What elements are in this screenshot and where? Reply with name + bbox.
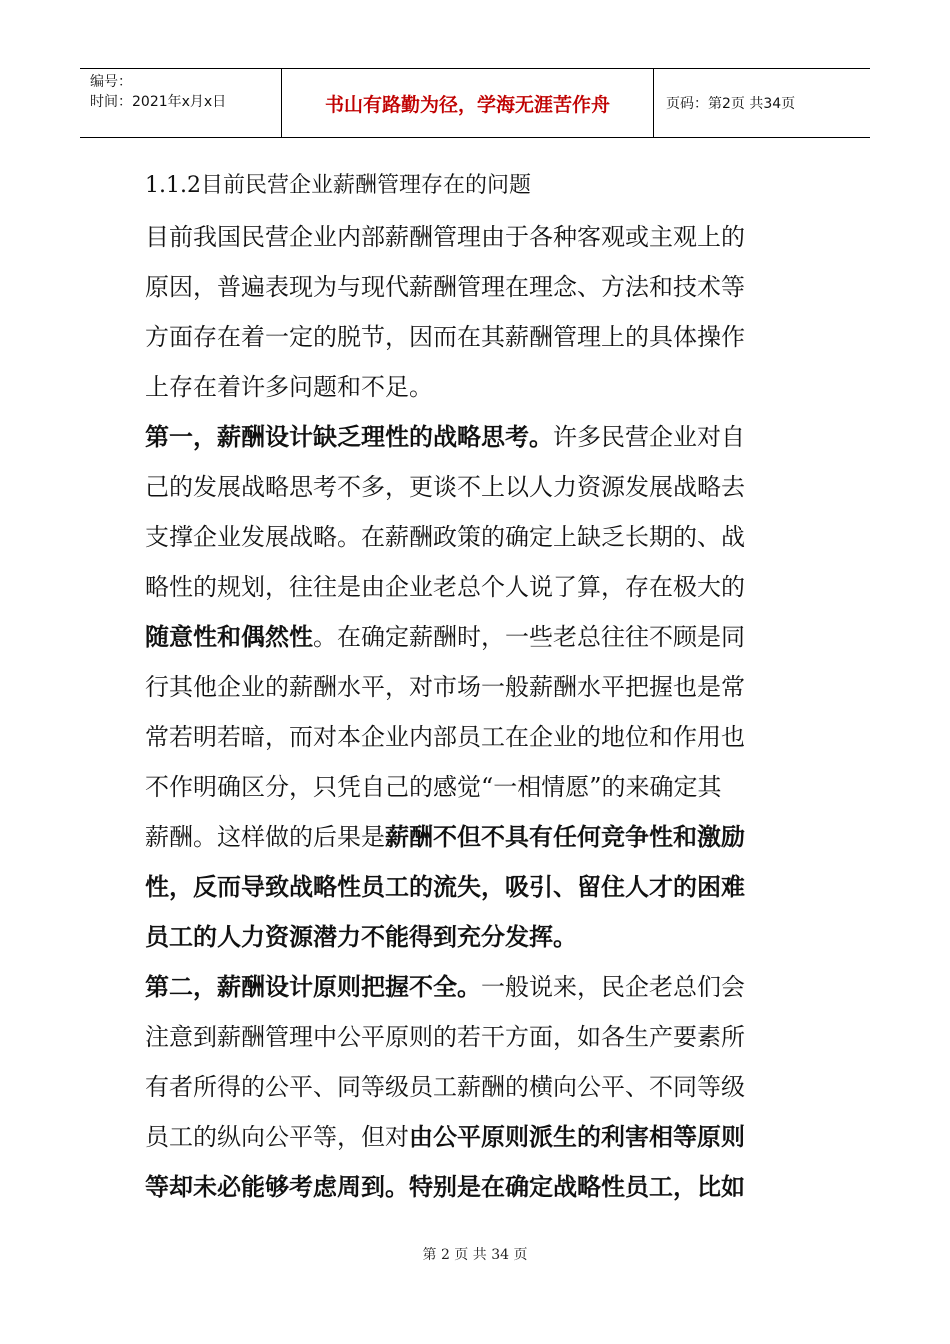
text-segment: 一般说来，民企老总们会 xyxy=(481,973,745,1001)
text-segment: 有者所得的公平、同等级员工薪酬的横向公平、不同等级 xyxy=(145,1073,745,1101)
text-line xyxy=(145,662,810,712)
text-segment: 方面存在着一定的脱节，因而在其薪酬管理上的具体操作 xyxy=(145,323,745,351)
text-line xyxy=(145,362,810,412)
bold-text-segment: 性，反而导致战略性员工的流失，吸引、留住人才的困难 xyxy=(145,873,745,901)
text-segment: 不作明确区分，只凭自己的感觉“一相情愿”的来确定其 xyxy=(145,773,722,801)
bold-text-segment: 薪酬不但不具有任何竞争性和激励 xyxy=(385,823,745,851)
text-line xyxy=(145,912,810,962)
text-line xyxy=(145,862,810,912)
header-page-info: 页码：第2页 共34页 xyxy=(666,96,796,112)
paragraph-lines xyxy=(145,212,810,1212)
bold-text-segment: 由公平原则派生的利害相等原则 xyxy=(409,1123,745,1151)
text-segment: 目前我国民营企业内部薪酬管理由于各种客观或主观上的 xyxy=(145,223,745,251)
text-line xyxy=(145,512,810,562)
bold-text-segment: 等却未必能够考虑周到。特别是在确定战略性员工，比如 xyxy=(145,1173,745,1201)
bold-text-segment: 第二，薪酬设计原则把握不全。 xyxy=(145,973,481,1001)
page-header xyxy=(80,68,870,138)
text-segment: 略性的规划，往往是由企业老总个人说了算，存在极大的 xyxy=(145,573,745,601)
text-segment: 薪酬。这样做的后果是 xyxy=(145,823,385,851)
text-line xyxy=(145,562,810,612)
text-segment: 支撑企业发展战略。在薪酬政策的确定上缺乏长期的、战 xyxy=(145,523,745,551)
text-line xyxy=(145,212,810,262)
bold-text-segment: 员工的人力资源潜力不能得到充分发挥。 xyxy=(145,923,577,951)
text-line xyxy=(145,762,810,812)
text-line xyxy=(145,962,810,1012)
text-segment: 己的发展战略思考不多，更谈不上以人力资源发展战略去 xyxy=(145,473,745,501)
text-line xyxy=(145,612,810,662)
text-line xyxy=(145,1062,810,1112)
text-line xyxy=(145,462,810,512)
header-meta xyxy=(80,69,282,137)
text-line xyxy=(145,312,810,362)
bold-text-segment: 随意性和偶然性 xyxy=(145,623,313,651)
text-line xyxy=(145,812,810,862)
text-segment: 注意到薪酬管理中公平原则的若干方面，如各生产要素所 xyxy=(145,1023,745,1051)
text-line xyxy=(145,1112,810,1162)
text-segment: 员工的纵向公平等，但对 xyxy=(145,1123,409,1151)
text-segment: 上存在着许多问题和不足。 xyxy=(145,373,433,401)
text-line xyxy=(145,412,810,462)
bold-text-segment: 第一，薪酬设计缺乏理性的战略思考。 xyxy=(145,423,553,451)
text-line xyxy=(145,712,810,762)
document-body xyxy=(145,160,810,1212)
header-motto: 书山有路勤为径，学海无涯苦作舟 xyxy=(282,69,654,137)
text-segment: 常若明若暗，而对本企业内部员工在企业的地位和作用也 xyxy=(145,723,745,751)
text-segment: 行其他企业的薪酬水平，对市场一般薪酬水平把握也是常 xyxy=(145,673,745,701)
text-line xyxy=(145,262,810,312)
section-title: 1.1.2目前民营企业薪酬管理存在的问题 xyxy=(145,173,531,198)
text-segment: 原因，普遍表现为与现代薪酬管理在理念、方法和技术等 xyxy=(145,273,745,301)
text-line xyxy=(145,1012,810,1062)
doc-code-label: 编号： xyxy=(90,74,132,90)
text-line xyxy=(145,1162,810,1212)
text-segment: 许多民营企业对自 xyxy=(553,423,745,451)
text-segment: 。在确定薪酬时，一些老总往往不顾是同 xyxy=(313,623,745,651)
doc-time-label: 时间：2021年x月x日 xyxy=(90,94,227,110)
page-footer: 第 2 页 共 34 页 xyxy=(422,1247,528,1263)
